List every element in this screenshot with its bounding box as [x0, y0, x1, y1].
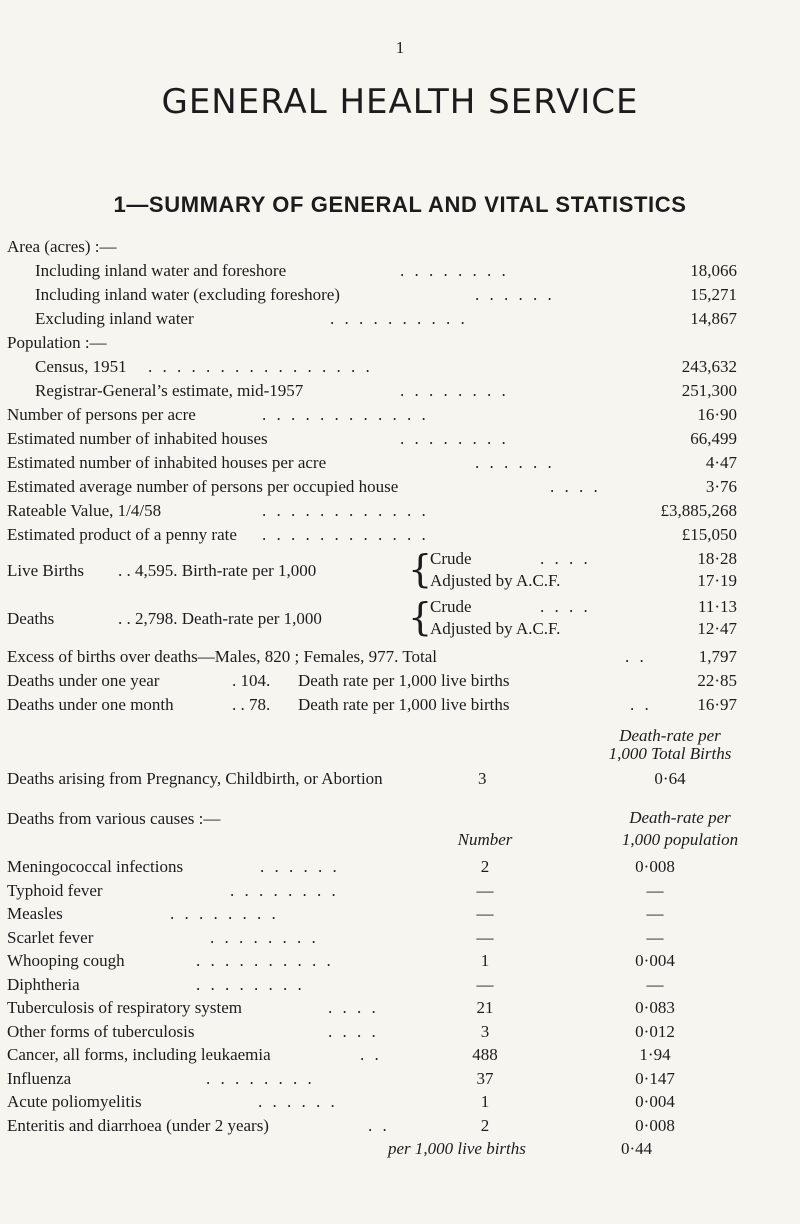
- footer-label: per 1,000 live births: [388, 1139, 526, 1158]
- row-label: Excluding inland water: [35, 309, 194, 328]
- row-value: £3,885,268: [660, 501, 737, 520]
- row-number: —: [476, 974, 494, 994]
- leader-dots: . . . . . . . . . . . .: [262, 405, 429, 424]
- row-label: Tuberculosis of respiratory system: [7, 998, 242, 1017]
- row-label: Including inland water and foreshore: [35, 261, 287, 280]
- row-value: 0·083: [635, 998, 675, 1017]
- leader-dots: . . . . . .: [475, 453, 555, 472]
- row-value: 0·012: [635, 1021, 675, 1041]
- row-value: —: [646, 904, 664, 923]
- row-value: 1,797: [698, 647, 737, 666]
- row-value: 4·47: [705, 453, 737, 472]
- row-label: Excess of births over deaths—Males, 820 ; Females, 977. Total: [7, 647, 438, 666]
- row-value: 243,632: [681, 357, 737, 376]
- row-label: Census, 1951: [35, 357, 127, 376]
- infant-count: . 104.: [232, 671, 271, 690]
- leader-dots: . . . . . . . . . .: [330, 309, 468, 328]
- page-title: GENERAL HEALTH SERVICE: [161, 82, 639, 122]
- row-label: Measles: [7, 904, 63, 923]
- row-label: Estimated product of a penny rate: [7, 525, 237, 544]
- crude-label: Crude: [430, 549, 472, 568]
- row-value: 0·004: [635, 1092, 675, 1111]
- row-value: 66,499: [690, 429, 737, 448]
- leader-dots: . . . . . . . .: [400, 381, 509, 400]
- column-header: Death-rate per: [629, 808, 731, 827]
- rate-label: Death rate per 1,000 live births: [298, 695, 510, 714]
- row-label: Typhoid fever: [7, 880, 103, 900]
- adjusted-label: Adjusted by A.C.F.: [430, 619, 561, 638]
- leader-dots: . . . . . . . . . . . . . . . .: [148, 357, 373, 376]
- crude-label: Crude: [430, 597, 472, 616]
- row-value: 14,867: [690, 309, 737, 328]
- row-value: 1·94: [639, 1045, 671, 1064]
- adjusted-label: Adjusted by A.C.F.: [430, 571, 561, 590]
- row-number: 2: [480, 857, 490, 876]
- leader-dots: . . . . . .: [258, 1092, 338, 1111]
- row-value: —: [646, 927, 664, 947]
- row-label: Diphtheria: [7, 974, 80, 994]
- row-label: Deaths under one year: [7, 671, 160, 690]
- leader-dots: . . . .: [328, 998, 379, 1017]
- row-label: Whooping cough: [7, 951, 125, 970]
- row-value: 0·147: [635, 1068, 675, 1088]
- leader-dots: . . . . . . . .: [230, 880, 339, 900]
- deaths-count: . . 2,798. Death-rate per 1,000: [118, 609, 322, 628]
- row-value: 0·008: [635, 857, 675, 876]
- row-label: Including inland water (excluding foreshore): [35, 285, 340, 304]
- row-label: Registrar-General’s estimate, mid-1957: [35, 381, 304, 400]
- causes-heading: Deaths from various causes :—: [7, 809, 221, 828]
- row-label: Estimated average number of persons per occupied house: [7, 477, 399, 496]
- page-number: 1: [395, 38, 405, 57]
- row-number: 2: [480, 1115, 490, 1135]
- leader-dots: . . . . . . . . . .: [196, 951, 334, 970]
- column-header: 1,000 Total Births: [608, 744, 732, 763]
- row-value: 17·19: [697, 571, 737, 590]
- leader-dots: . . . .: [540, 597, 591, 616]
- row-label: Number of persons per acre: [7, 405, 196, 424]
- row-label: Estimated number of inhabited houses: [7, 429, 268, 448]
- row-number: 3: [480, 1021, 490, 1041]
- row-label: Estimated number of inhabited houses per acre: [7, 453, 327, 472]
- leader-dots: . .: [360, 1045, 382, 1064]
- column-header: Number: [457, 830, 513, 849]
- row-value: 251,300: [681, 381, 737, 400]
- row-value: 12·47: [697, 619, 737, 638]
- row-number: —: [476, 880, 494, 900]
- leader-dots: . .: [368, 1115, 390, 1135]
- row-number: 3: [478, 769, 487, 788]
- leader-dots: . . . .: [328, 1021, 379, 1041]
- row-value: 0·004: [635, 951, 675, 970]
- births-count: . . 4,595. Birth-rate per 1,000: [118, 561, 317, 580]
- leader-dots: . . . . . . . .: [196, 974, 305, 994]
- column-header: Death-rate per: [619, 726, 721, 745]
- row-value: 15,271: [690, 285, 737, 304]
- row-label: Deaths arising from Pregnancy, Childbirth, or Abortion: [7, 769, 383, 788]
- row-label: Rateable Value, 1/4/58: [7, 501, 162, 520]
- row-label: Meningococcal infections: [7, 857, 184, 876]
- row-value: 0·44: [621, 1139, 653, 1158]
- row-value: —: [646, 880, 664, 900]
- column-header: 1,000 population: [621, 830, 739, 849]
- area-heading: Area (acres) :—: [7, 237, 117, 256]
- row-label: Deaths: [7, 609, 55, 628]
- leader-dots: . . . . . . . .: [400, 429, 509, 448]
- section-title: 1—SUMMARY OF GENERAL AND VITAL STATISTICS: [113, 192, 687, 217]
- brace-icon: {: [408, 547, 433, 591]
- row-label: Deaths under one month: [7, 695, 174, 714]
- row-value: 16·97: [697, 695, 737, 714]
- row-label: Live Births: [7, 561, 84, 580]
- row-value: 16·90: [697, 405, 737, 424]
- leader-dots: . . . . . . . .: [170, 904, 279, 923]
- row-label: Scarlet fever: [7, 927, 94, 947]
- row-value: 11·13: [697, 597, 737, 616]
- leader-dots: . . . .: [540, 549, 591, 568]
- row-label: Influenza: [7, 1068, 72, 1088]
- row-label: Cancer, all forms, including leukaemia: [7, 1045, 271, 1064]
- row-number: 1: [480, 1092, 490, 1111]
- row-value: £15,050: [681, 525, 737, 544]
- row-number: 488: [472, 1045, 498, 1064]
- leader-dots: . . . .: [550, 477, 601, 496]
- infant-count: . . 78.: [232, 695, 271, 714]
- row-label: Acute poliomyelitis: [7, 1092, 142, 1111]
- row-number: 21: [476, 998, 494, 1017]
- leader-dots: . . . . . . . . . . . .: [262, 501, 429, 520]
- leader-dots: . . . . . . . . . . . .: [262, 525, 429, 544]
- leader-dots: . . . . . . . .: [210, 927, 319, 947]
- leader-dots: . . . . . . . .: [400, 261, 509, 280]
- row-value: 22·85: [697, 671, 737, 690]
- leader-dots: . . . . . .: [260, 857, 340, 876]
- row-label: Other forms of tuberculosis: [7, 1021, 195, 1041]
- leader-dots: . .: [630, 695, 652, 714]
- row-label: Enteritis and diarrhoea (under 2 years): [7, 1115, 269, 1135]
- row-value: 18,066: [690, 261, 737, 280]
- row-number: —: [476, 904, 494, 923]
- row-number: 1: [480, 951, 490, 970]
- leader-dots: . . . . . .: [475, 285, 555, 304]
- row-value: 0·64: [654, 769, 686, 788]
- row-value: 18·28: [697, 549, 737, 568]
- population-heading: Population :—: [7, 333, 107, 352]
- row-value: —: [646, 974, 664, 994]
- brace-icon: {: [408, 595, 433, 639]
- row-value: 3·76: [705, 477, 737, 496]
- rate-label: Death rate per 1,000 live births: [298, 671, 510, 690]
- row-value: 0·008: [635, 1115, 675, 1135]
- row-number: —: [476, 927, 494, 947]
- row-number: 37: [476, 1068, 494, 1088]
- leader-dots: . . . . . . . .: [206, 1068, 315, 1088]
- leader-dots: . .: [625, 647, 647, 666]
